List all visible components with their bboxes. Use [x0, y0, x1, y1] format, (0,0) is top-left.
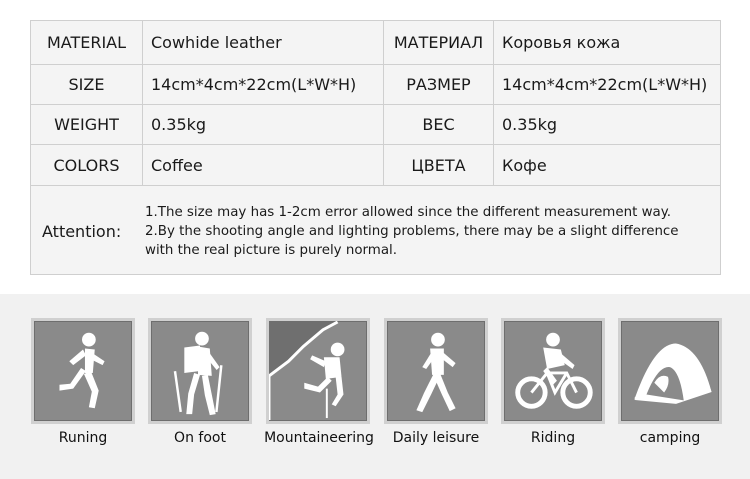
value-weight-en: 0.35kg — [143, 105, 384, 144]
cyclist-icon — [501, 318, 605, 424]
value-weight-ru: 0.35kg — [502, 115, 558, 134]
spec-row-material — [31, 21, 720, 65]
activity-label-camping: camping — [639, 430, 701, 446]
activity-label-riding: Riding — [530, 430, 576, 446]
activity-label-on-foot: On foot — [174, 430, 226, 446]
value-colors-ru: Кофе — [502, 155, 547, 175]
value-size-en: 14cm*4cm*22cm(L*W*H) — [143, 65, 384, 104]
activity-label-daily-leisure: Daily leisure — [392, 430, 480, 446]
label-weight-en: WEIGHT — [31, 105, 143, 144]
value-colors-en: Coffee — [143, 145, 384, 185]
value-material-ru: Коровья кожа — [502, 33, 621, 52]
spec-table — [30, 20, 721, 275]
attention-text — [145, 203, 715, 260]
label-material-ru: МАТЕРИАЛ — [384, 21, 494, 64]
attention-label: Attention: — [42, 221, 122, 241]
running-person-icon — [31, 318, 135, 424]
attention-line-1: 1.The size may has 1-2cm error allowed since the different measurement way. — [145, 205, 672, 220]
label-colors-en: COLORS — [31, 145, 143, 185]
tent-icon — [618, 318, 722, 424]
attention-line-3: with the real picture is purely normal. — [145, 243, 398, 258]
activity-label-mountaineering: Mountaineering — [264, 430, 374, 446]
label-size-en: SIZE — [31, 65, 143, 104]
value-size-ru: 14cm*4cm*22cm(L*W*H) — [502, 75, 708, 94]
spec-row-colors — [31, 145, 720, 186]
spec-row-weight — [31, 105, 720, 145]
climber-icon — [266, 318, 370, 424]
activity-label-running: Runing — [58, 430, 108, 446]
label-material-en: MATERIAL — [31, 21, 143, 64]
label-colors-ru: ЦВЕТА — [384, 145, 494, 185]
attention-line-2: 2.By the shooting angle and lighting problems, there may be a slight difference — [145, 224, 679, 239]
attention-row — [31, 186, 720, 276]
value-material-en: Cowhide leather — [143, 21, 384, 64]
spec-row-size — [31, 65, 720, 105]
hiker-icon — [148, 318, 252, 424]
label-weight-ru: ВЕС — [384, 105, 494, 144]
walking-person-icon — [384, 318, 488, 424]
label-size-ru: РАЗМЕР — [384, 65, 494, 104]
